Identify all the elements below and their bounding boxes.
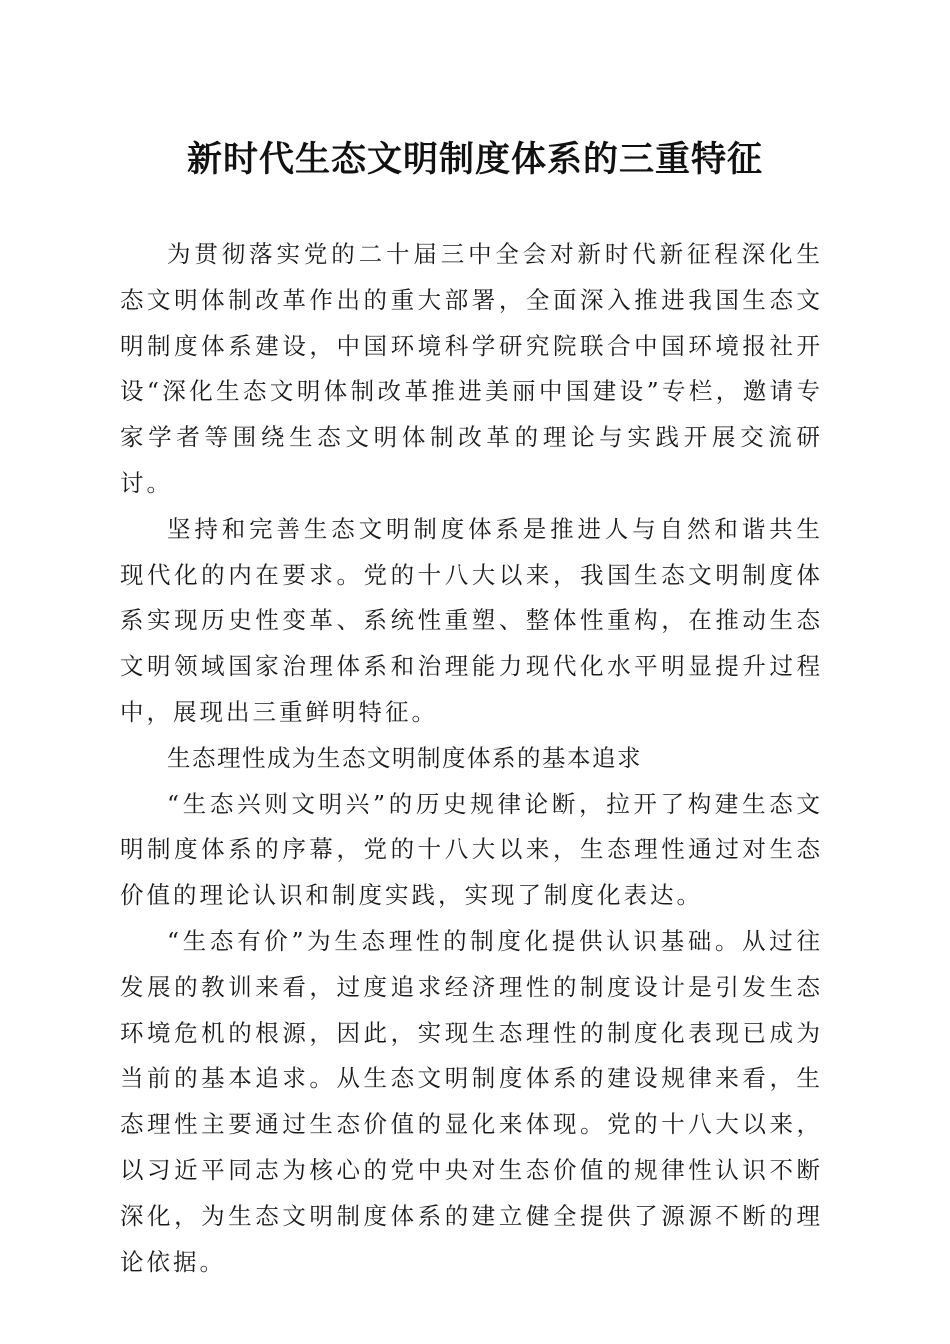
section-heading: 生态理性成为生态文明制度体系的基本追求 xyxy=(167,743,642,772)
document-title: 新时代生态文明制度体系的三重特征 xyxy=(186,139,763,180)
intro-paragraph: 为贯彻落实党的二十届三中全会对新时代新征程深化生态文明体制改革作出的重大部署，全面深入推进我国生态文明制度体系建设，中国环境科学研究院联合中国环境报社开设“深化生态文明体制改革推进美丽中国建设”专栏，邀请专家学者等围绕生态文明体制改革的理论与实践开展交流研讨。 xyxy=(120,240,823,497)
overview-paragraph: 坚持和完善生态文明制度体系是推进人与自然和谐共生现代化的内在要求。党的十八大以来，我国生态文明制度体系实现历史性变革、系统性重塑、整体性重构，在推动生态文明领域国家治理体系和治理能力现代化水平明显提升过程中，展现出三重鲜明特征。 xyxy=(120,514,823,726)
section-paragraph-2: “生态有价”为生态理性的制度化提供认识基础。从过往发展的教训来看，过度追求经济理性的制度设计是引发生态环境危机的根源，因此，实现生态理性的制度化表现已成为当前的基本追求。从生态文明制度体系的建设规律来看，生态理性主要通过生态价值的显化来体现。党的十八大以来，以习近平同志为核心的党中央对生态价值的规律性认识不断深化，为生态文明制度体系的建立健全提供了源源不断的理论依据。 xyxy=(120,926,823,1276)
document-body xyxy=(120,232,823,1285)
section-paragraph-1: “生态兴则文明兴”的历史规律论断，拉开了构建生态文明制度体系的序幕，党的十八大以来，生态理性通过对生态价值的理论认识和制度实践，实现了制度化表达。 xyxy=(120,789,823,910)
